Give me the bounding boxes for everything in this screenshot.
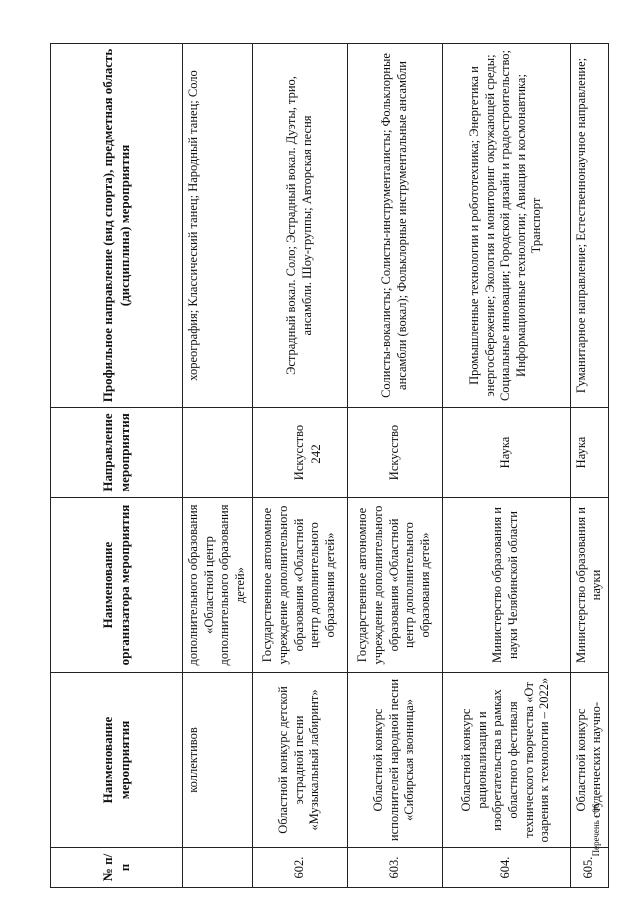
- cell-name: коллективов: [183, 673, 253, 848]
- cell-profile: Гуманитарное направление; Естественнонаучное направление;: [570, 44, 608, 408]
- cell-org: Министерство образования и науки Челябинской области: [442, 498, 570, 673]
- header-org: Наименование организатора мероприятия: [51, 498, 183, 673]
- cell-profile: Эстрадный вокал. Соло; Эстрадный вокал. Дуэты, трио, ансамбли. Шоу-группы; Авторская песня: [252, 44, 347, 408]
- cell-num: [183, 848, 253, 888]
- cell-direction: Искусство: [252, 408, 347, 498]
- cell-org: дополнительного образования «Областной центр дополнительного образования детей»: [183, 498, 253, 673]
- table-header-row: [51, 44, 183, 888]
- cell-direction: Искусство: [347, 408, 442, 498]
- cell-profile: Промышленные технологии и робототехника; Энергетика и энергосбережение; Экология и мониторинг окружающей среды; Социальные инновации; Городской дизайн и градостроительство; Информационные технологии; Авиация и космонавтика; Транспорт: [442, 44, 570, 408]
- cell-num: 602.: [252, 848, 347, 888]
- cell-num: 604.: [442, 848, 570, 888]
- cell-direction: Наука: [442, 408, 570, 498]
- cell-direction: [183, 408, 253, 498]
- cell-num: 603.: [347, 848, 442, 888]
- cell-org: Государственное автономное учреждение дополнительного образования «Областной центр дополнительного образования детей»: [347, 498, 442, 673]
- cell-profile: Солисты-вокалисты; Солисты-инструменталисты; Фольклорные ансамбли (вокал); Фольклорные инструментальные ансамбли: [347, 44, 442, 408]
- table-row: [442, 44, 570, 888]
- header-direction: Направление мероприятия: [51, 408, 183, 498]
- cell-direction: Наука: [570, 408, 608, 498]
- events-table: [50, 43, 609, 888]
- page-number: 242: [308, 444, 323, 464]
- table-row: [570, 44, 608, 888]
- header-num: № п/п: [51, 848, 183, 888]
- cell-name: Областной конкурс студенческих научно-: [570, 673, 608, 848]
- table-row: [347, 44, 442, 888]
- footer-note: Перечень - 06: [591, 803, 601, 857]
- cell-profile: хореография; Классический танец; Народный танец; Соло: [183, 44, 253, 408]
- cell-org: Государственное автономное учреждение дополнительного образования «Областной центр дополнительного образования детей»: [252, 498, 347, 673]
- cell-num: 605.: [570, 848, 608, 888]
- header-profile: Профильное направление (вид спорта), предметная область (дисциплина) мероприятия: [51, 44, 183, 408]
- table-row: [183, 44, 253, 888]
- cell-name: Областной конкурс детской эстрадной песни «Музыкальный лабиринт»: [252, 673, 347, 848]
- cell-name: Областной конкурс исполнителей народной песни «Сибирская звонница»: [347, 673, 442, 848]
- table-row: [252, 44, 347, 888]
- cell-name: Областной конкурс рационализации и изобретательства в рамках областного фестиваля технического творчества «От озарения к технологии – 2022»: [442, 673, 570, 848]
- cell-org: Министерство образования и науки: [570, 498, 608, 673]
- header-name: Наименование мероприятия: [51, 673, 183, 848]
